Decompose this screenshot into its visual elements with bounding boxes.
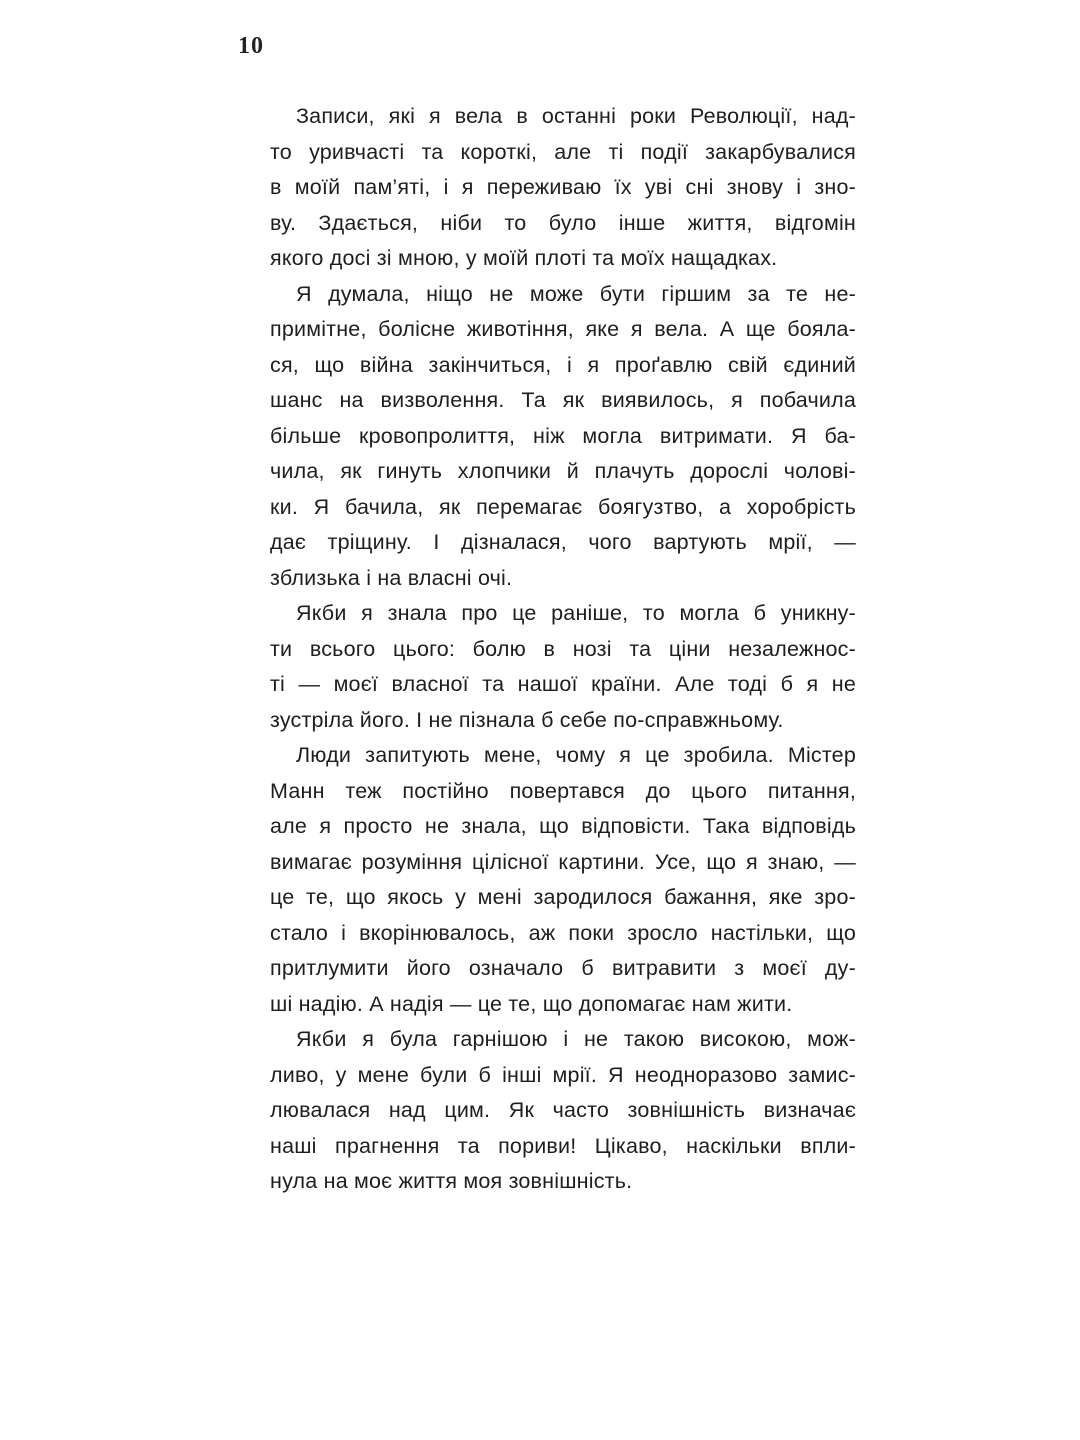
text-line: нула на моє життя моя зовнішність. <box>270 1169 633 1193</box>
text-line: Якби я знала про це раніше, то могла б уникну- <box>296 601 856 625</box>
text-line: зустріла його. І не пізнала б себе по-справжньому. <box>270 707 784 732</box>
text-block <box>270 99 856 1200</box>
text-line: вимагає розуміння цілісної картини. Усе, що я знаю, — <box>270 849 856 874</box>
text-line: якого досі зі мною, у моїй плоті та моїх нащадках. <box>270 246 778 270</box>
text-line: дає тріщину. І дізналася, чого вартують мрії, — <box>270 530 856 554</box>
text-line: лювалася над цим. Як часто зовнішність визначає <box>270 1098 856 1122</box>
text-line: ву. Здається, ніби то було інше життя, відгомін <box>270 210 856 235</box>
text-line: стало і вкорінювалось, аж поки зросло настільки, що <box>270 920 856 945</box>
text-line: притлумити його означало б витравити з моєї ду- <box>270 956 856 980</box>
text-line: то уривчасті та короткі, але ті події закарбувалися <box>270 139 856 164</box>
text-line: Записи, які я вела в останні роки Революції, над- <box>296 104 856 128</box>
text-line: ливо, у мене були б інші мрії. Я неодноразово замис- <box>270 1062 856 1087</box>
text-line: більше кровопролиття, ніж могла витримати. Я ба- <box>270 423 856 448</box>
text-line: ся, що війна закінчиться, і я проґавлю свій єдиний <box>270 352 856 377</box>
text-line: це те, що якось у мені зародилося бажання, яке зро- <box>270 885 856 909</box>
paragraph <box>270 277 856 597</box>
text-line: ки. Я бачила, як перемагає боягузтво, а хоробрість <box>270 494 856 519</box>
paragraph <box>270 738 856 1022</box>
text-line: наші прагнення та пориви! Цікаво, наскільки впли- <box>270 1133 856 1158</box>
text-line: чила, як гинуть хлопчики й плачуть дорослі чолові- <box>270 459 856 483</box>
text-line: шанс на визволення. Та як виявилось, я побачила <box>270 388 856 412</box>
page-number: 10 <box>238 33 264 59</box>
text-line: Манн теж постійно повертався до цього питання, <box>270 778 856 803</box>
text-line: ти всього цього: болю в нозі та ціни незалежнос- <box>270 636 856 661</box>
paragraph <box>270 99 856 277</box>
paragraph <box>270 1022 856 1200</box>
text-line: Я думала, ніщо не може бути гіршим за те не- <box>296 281 856 306</box>
text-line: в моїй пам’яті, і я переживаю їх уві сні знову і зно- <box>270 175 856 199</box>
paragraph <box>270 596 856 738</box>
text-line: Люди запитують мене, чому я це зробила. Містер <box>296 743 856 767</box>
text-line: але я просто не знала, що відповісти. Така відповідь <box>270 814 856 838</box>
text-line: Якби я була гарнішою і не такою високою, мож- <box>296 1027 856 1051</box>
text-line: примітне, болісне животіння, яке я вела. А ще бояла- <box>270 317 856 341</box>
text-line: зблизька і на власні очі. <box>270 565 513 590</box>
text-line: ті — моєї власної та нашої країни. Але тоді б я не <box>270 672 856 696</box>
text-line: ші надію. А надія — це те, що допомагає нам жити. <box>270 991 793 1016</box>
